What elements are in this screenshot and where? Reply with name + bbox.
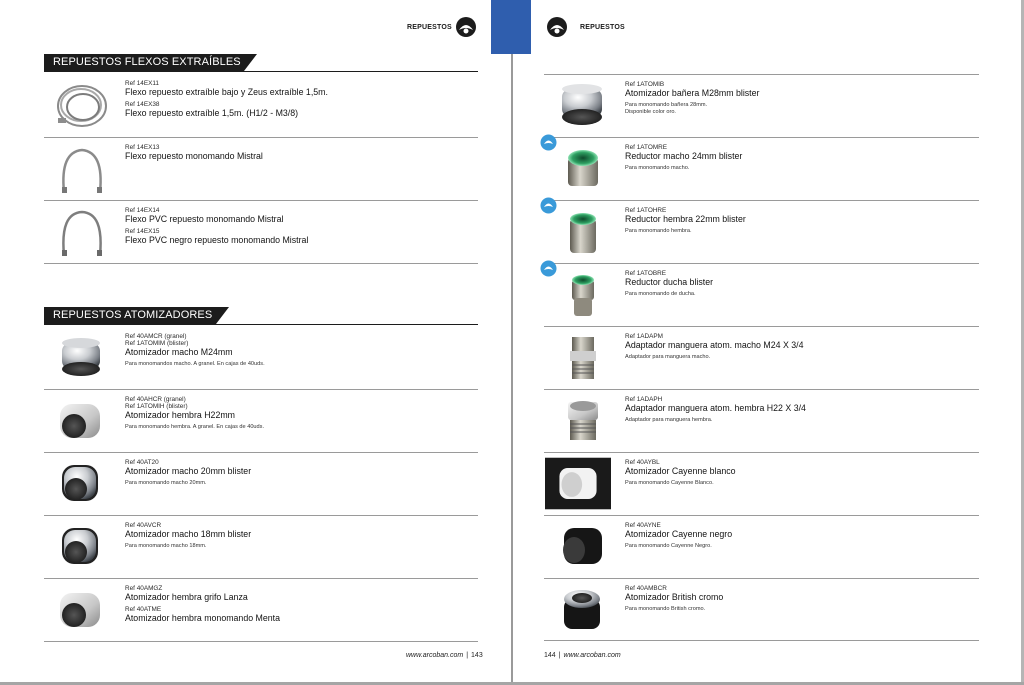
product-name: Atomizador Cayenne blanco [625, 466, 736, 476]
product-row[interactable] [44, 74, 478, 138]
right-page [512, 0, 1024, 685]
product-row[interactable] [44, 201, 478, 264]
product-description: Para monomando macho. [625, 165, 690, 171]
product-name: Atomizador hembra H22mm [125, 410, 235, 420]
product-name: Atomizador British cromo [625, 592, 724, 602]
product-description: Para monomandos macho. A granel. En cajas de 40uds. [125, 361, 265, 367]
aerator-satin-icon [50, 396, 114, 446]
hose-coiled-icon [50, 80, 114, 130]
product-row[interactable] [44, 327, 478, 390]
section-title-flexos: REPUESTOS FLEXOS EXTRAÍBLES [44, 54, 244, 71]
product-ref: Ref 40AMCR (granel) [125, 333, 187, 340]
product-name: Atomizador hembra grifo Lanza [125, 592, 248, 602]
product-name: Atomizador bañera M28mm blister [625, 88, 760, 98]
product-ref: Ref 1ATOMRE [625, 144, 668, 151]
aerator-dark-chrome-icon [50, 522, 114, 572]
product-ref: Ref 40AYBL [625, 459, 660, 466]
product-row[interactable] [544, 264, 979, 327]
page-footer [406, 652, 483, 659]
product-description: Disponible color oro. [625, 109, 676, 115]
product-row[interactable] [44, 579, 478, 642]
product-description: Para monomando macho 20mm. [125, 480, 207, 486]
product-description: Para monomando Cayenne Negro. [625, 543, 712, 549]
section-divider [44, 71, 478, 72]
product-description: Adaptador para manguera hembra. [625, 417, 713, 423]
product-name: Atomizador macho M24mm [125, 347, 233, 357]
footer-separator: | [466, 652, 469, 659]
product-row[interactable] [44, 138, 478, 201]
hose-loop-icon [50, 144, 114, 194]
page-tab-marker [491, 0, 529, 54]
product-row[interactable] [544, 75, 979, 138]
product-description: Para monomando Cayenne Blanco. [625, 480, 714, 486]
hose-adapter-icon [550, 333, 614, 383]
product-name: Reductor ducha blister [625, 277, 714, 287]
product-ref: Ref 14EX13 [125, 144, 160, 151]
product-description: Para monomando British cromo. [625, 606, 706, 612]
product-description: Para monomando de ducha. [625, 291, 696, 297]
page-number: 144 [544, 652, 556, 659]
footer-url[interactable]: www.arcoban.com [563, 652, 621, 659]
cayenne-white-icon [545, 456, 611, 511]
page-footer [544, 652, 621, 659]
product-name: Atomizador Cayenne negro [625, 529, 733, 539]
aerator-satin-icon [50, 585, 114, 635]
page-header-label: REPUESTOS [407, 24, 452, 31]
product-ref: Ref 40AYNE [625, 522, 661, 529]
product-ref: Ref 14EX38 [125, 101, 160, 108]
product-name: Flexo repuesto extraíble bajo y Zeus extraíble 1,5m. [125, 87, 328, 97]
page-header-label: REPUESTOS [580, 24, 625, 31]
footer-separator: | [558, 652, 561, 659]
product-ref: Ref 1ATOMIM (blister) [125, 340, 189, 347]
product-row[interactable] [544, 327, 979, 390]
product-description: Adaptador para manguera macho. [625, 354, 711, 360]
product-row[interactable] [44, 516, 478, 579]
section-title-atomizadores: REPUESTOS ATOMIZADORES [44, 307, 216, 324]
product-ref: Ref 1ADAPH [625, 396, 663, 403]
product-name: Flexo PVC negro repuesto monomando Mistral [125, 235, 309, 245]
reducer-icon [550, 270, 614, 320]
product-ref: Ref 14EX15 [125, 228, 160, 235]
product-ref: Ref 40AMGZ [125, 585, 163, 592]
aerator-chrome-icon [50, 333, 114, 383]
aerator-dark-chrome-icon [50, 459, 114, 509]
product-ref: Ref 1ATOHRE [625, 207, 667, 214]
cayenne-black-icon [550, 522, 614, 572]
product-name: Atomizador macho 20mm blister [125, 466, 252, 476]
page-number: 143 [471, 652, 483, 659]
product-name: Flexo repuesto monomando Mistral [125, 151, 263, 161]
product-name: Reductor hembra 22mm blister [625, 214, 746, 224]
product-name: Adaptador manguera atom. hembra H22 X 3/4 [625, 403, 806, 413]
product-ref: Ref 1ATOBRE [625, 270, 666, 277]
product-description: Para monomando hembra. [625, 228, 692, 234]
product-ref: Ref 1ATOMIH (blister) [125, 403, 188, 410]
product-row[interactable] [544, 516, 979, 579]
product-row[interactable] [544, 390, 979, 453]
hose-adapter-icon [550, 396, 614, 446]
product-row[interactable] [44, 453, 478, 516]
product-name: Adaptador manguera atom. macho M24 X 3/4 [625, 340, 804, 350]
product-row[interactable] [544, 453, 979, 516]
product-name: Flexo PVC repuesto monomando Mistral [125, 214, 284, 224]
product-ref: Ref 40AT20 [125, 459, 159, 466]
product-row[interactable] [44, 390, 478, 453]
product-ref: Ref 1ADAPM [625, 333, 664, 340]
reducer-icon [550, 207, 614, 257]
section-divider [44, 324, 478, 325]
product-row[interactable] [544, 138, 979, 201]
footer-url[interactable]: www.arcoban.com [406, 652, 464, 659]
product-ref: Ref 40ATME [125, 606, 162, 613]
arcoban-logo-icon [455, 16, 477, 38]
product-ref: Ref 1ATOMIB [625, 81, 665, 88]
arcoban-logo-icon [546, 16, 568, 38]
product-description: Para monomando bañera 28mm. [625, 102, 708, 108]
product-name: Atomizador macho 18mm blister [125, 529, 252, 539]
product-ref: Ref 14EX14 [125, 207, 160, 214]
hose-loop-icon [50, 207, 114, 257]
product-row[interactable] [544, 201, 979, 264]
product-ref: Ref 14EX11 [125, 80, 159, 87]
product-name: Atomizador hembra monomando Menta [125, 613, 281, 623]
british-chrome-icon [550, 585, 614, 635]
product-row[interactable] [544, 579, 979, 641]
product-ref: Ref 40AHCR (granel) [125, 396, 186, 403]
product-description: Para monomando macho 18mm. [125, 543, 207, 549]
product-ref: Ref 40AMBCR [625, 585, 667, 592]
product-name: Reductor macho 24mm blister [625, 151, 743, 161]
reducer-icon [550, 144, 614, 194]
aerator-chrome-icon [550, 81, 614, 131]
product-ref: Ref 40AVCR [125, 522, 162, 529]
product-name: Flexo repuesto extraíble 1,5m. (H1/2 - M3/8) [125, 108, 299, 118]
product-description: Para monomando hembra. A granel. En cajas de 40uds. [125, 424, 264, 430]
